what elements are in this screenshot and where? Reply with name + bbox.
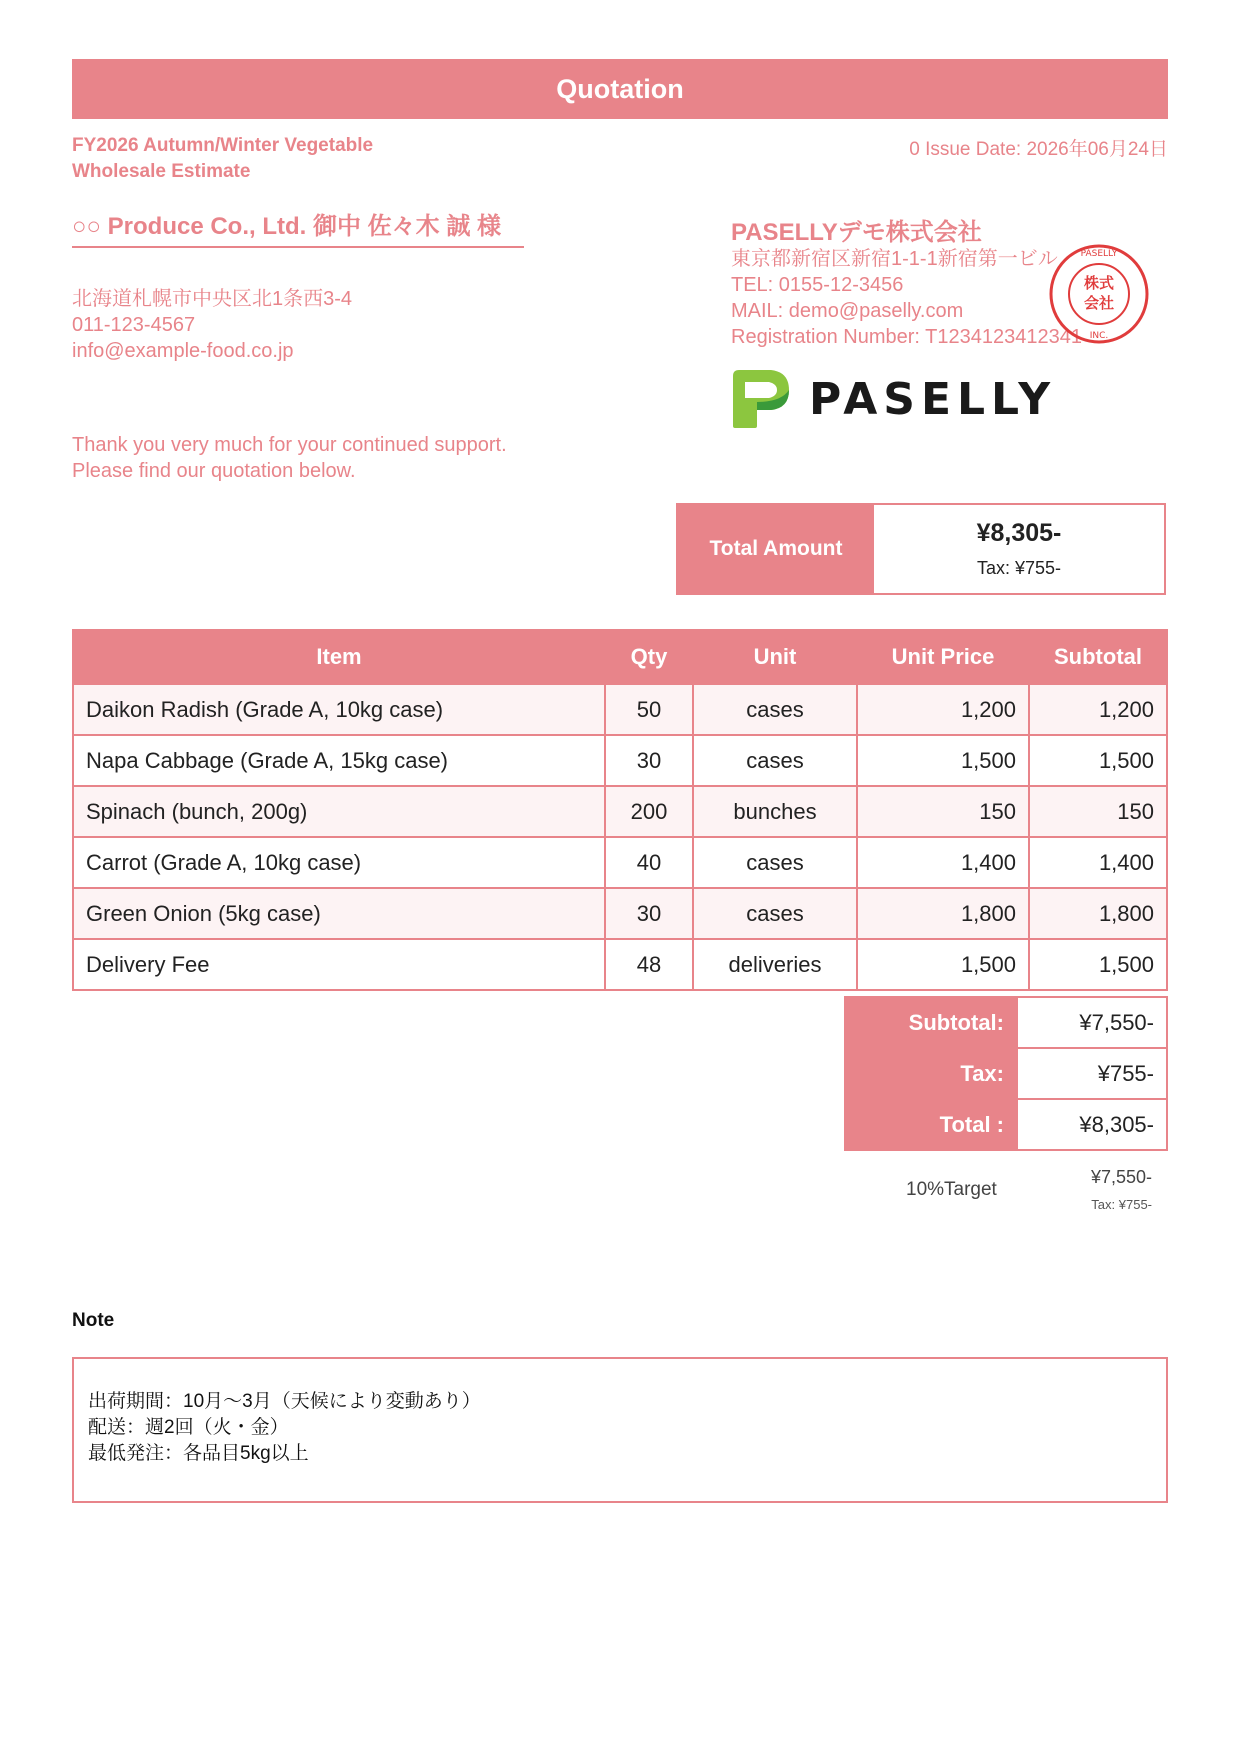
company-name: PASELLYデモ株式会社 [731,219,982,246]
cell-subtotal: 150 [1029,786,1167,837]
paselly-logo [731,368,1061,430]
client-info [72,286,352,364]
cell-item: Carrot (Grade A, 10kg case) [73,837,605,888]
greeting [72,432,507,484]
note-line: 配送：週2回（火・金） [88,1417,289,1438]
note-title: Note [72,1310,115,1331]
cell-item: Daikon Radish (Grade A, 10kg case) [73,684,605,735]
company-tel: TEL: 0155-12-3456 [731,274,904,296]
note-box [72,1357,1168,1503]
header-subtotal: Subtotal [1029,630,1167,684]
cell-qty: 30 [605,735,693,786]
cell-unit: cases [693,684,857,735]
summary-total-label: Total : [845,1099,1017,1150]
cell-subtotal: 1,500 [1029,735,1167,786]
company-seal-icon [1047,242,1151,346]
cell-unit: cases [693,837,857,888]
table-row [73,939,1167,990]
summary-total-value: ¥8,305- [1017,1099,1167,1150]
cell-item: Delivery Fee [73,939,605,990]
cell-qty: 48 [605,939,693,990]
total-amount-value: ¥8,305- [976,519,1062,547]
client-phone: 011-123-4567 [72,314,196,336]
table-row [73,786,1167,837]
svg-text:会社: 会社 [1083,294,1115,312]
cell-qty: 200 [605,786,693,837]
summary-subtotal-label: Subtotal: [845,997,1017,1048]
client-name: ○○ Produce Co., Ltd. 御中 佐々木 誠 様 [72,212,524,248]
header-unit: Unit [693,630,857,684]
company-mail: MAIL: demo@paselly.com [731,300,964,322]
note-line: 最低発注：各品目5kg以上 [88,1443,309,1464]
table-row [73,888,1167,939]
table-row [73,837,1167,888]
document-subtitle: FY2026 Autumn/Winter Vegetable Wholesale Estimate [72,135,374,182]
table-row [73,684,1167,735]
svg-text:PASELLY: PASELLY [1080,249,1118,259]
cell-subtotal: 1,400 [1029,837,1167,888]
greeting-line-1: Thank you very much for your continued support. [72,434,507,456]
note-line: 出荷期間：10月〜3月（天候により変動あり） [88,1391,481,1412]
total-amount-box [676,503,1166,595]
cell-unit-price: 1,500 [857,735,1029,786]
summary-tax-label: Tax: [845,1048,1017,1099]
company-address: 東京都新宿区新宿1-1-1新宿第一ビル [731,248,1058,270]
summary-total-row [845,1099,1167,1150]
svg-text:INC.: INC. [1089,331,1109,341]
greeting-line-2: Please find our quotation below. [72,460,356,482]
table-header-row [73,630,1167,684]
cell-unit-price: 1,200 [857,684,1029,735]
total-amount-label: Total Amount [678,505,874,593]
company-info [731,246,1082,350]
summary-tax-row [845,1048,1167,1099]
summary-tax-value: ¥755- [1017,1048,1167,1099]
cell-unit: bunches [693,786,857,837]
cell-subtotal: 1,500 [1029,939,1167,990]
cell-qty: 50 [605,684,693,735]
cell-subtotal: 1,200 [1029,684,1167,735]
header-item: Item [73,630,605,684]
header-unit-price: Unit Price [857,630,1029,684]
client-email: info@example-food.co.jp [72,340,294,362]
cell-item: Napa Cabbage (Grade A, 15kg case) [73,735,605,786]
total-amount-values [874,505,1164,593]
cell-unit-price: 1,400 [857,837,1029,888]
document-title: Quotation [72,59,1168,119]
cell-qty: 40 [605,837,693,888]
header-qty: Qty [605,630,693,684]
issue-date: 0 Issue Date: 2026年06月24日 [909,139,1168,160]
cell-unit: cases [693,735,857,786]
cell-unit: cases [693,888,857,939]
svg-text:PASELLY: PASELLY [809,374,1057,425]
tax-breakdown-amount: ¥7,550- [1090,1167,1152,1187]
total-amount-tax: Tax: ¥755- [976,558,1062,578]
summary-table [844,996,1168,1151]
svg-text:株式: 株式 [1083,274,1115,292]
tax-breakdown-tax: Tax: ¥755- [1091,1197,1152,1212]
summary-subtotal-row [845,997,1167,1048]
cell-unit-price: 1,500 [857,939,1029,990]
company-registration: Registration Number: T1234123412341 [731,326,1082,348]
cell-unit-price: 1,800 [857,888,1029,939]
cell-item: Green Onion (5kg case) [73,888,605,939]
cell-unit: deliveries [693,939,857,990]
items-table [72,629,1168,991]
summary-subtotal-value: ¥7,550- [1017,997,1167,1048]
client-address: 北海道札幌市中央区北1条西3-4 [72,288,353,310]
cell-item: Spinach (bunch, 200g) [73,786,605,837]
tax-breakdown-label: 10%Target [906,1179,997,1200]
cell-qty: 30 [605,888,693,939]
table-row [73,735,1167,786]
cell-subtotal: 1,800 [1029,888,1167,939]
cell-unit-price: 150 [857,786,1029,837]
